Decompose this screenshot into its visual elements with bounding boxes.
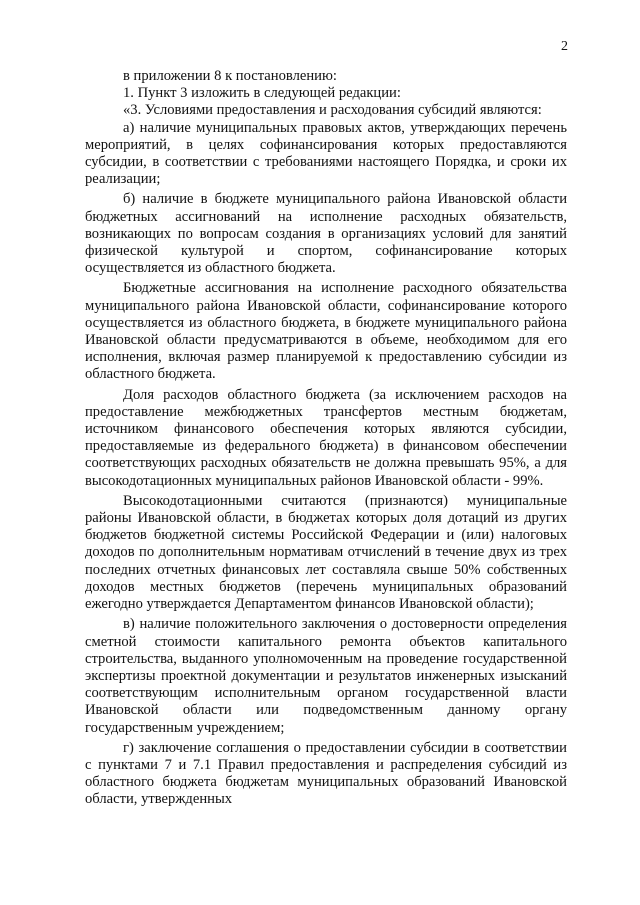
paragraph-condition-v: в) наличие положительного заключения о достоверности определения сметной стоимости капитального ремонта объектов капитального строительства, выданного уполномоченным на проведение государственной экспертизы проектной документации и результатов инженерных изысканий соответствующим исполнительным органом государственной власти Ивановской области или подведомственным данному органу государственным учреждением; [85, 616, 567, 736]
paragraph-intro: в приложении 8 к постановлению: [123, 68, 337, 84]
paragraph-budget-allocations: Бюджетные ассигнования на исполнение расходного обязательства муниципального района Ивановской области, софинансирование которого осуществляется из областного бюджета, в бюджете муниципального района Ивановской области предусматриваются в объеме, необходимом для его исполнения, включая размер планируемой к предоставлению субсидии из областного бюджета. [85, 280, 567, 383]
paragraph-condition-g: г) заключение соглашения о предоставлении субсидии в соответствии с пунктами 7 и 7.1 Правил предоставления и распределения субсидий из областного бюджета бюджетам муниципальных образований Ивановской области, утвержденных [85, 739, 567, 808]
page-number: 2 [561, 39, 568, 54]
document-body [85, 68, 567, 809]
paragraph-section-3-heading: «3. Условиями предоставления и расходования субсидий являются: [123, 102, 542, 119]
paragraph-item-1: 1. Пункт 3 изложить в следующей редакции: [123, 85, 401, 102]
paragraph-regional-share: Доля расходов областного бюджета (за исключением расходов на предоставление межбюджетных трансфертов местным бюджетам, источником финансового обеспечения которых являются субсидии, предоставляемые из федерального бюджета) в финансовом обеспечении соответствующих расходных обязательств не должна превышать 95%, а для высокодотационных муниципальных районов Ивановской области - 99%. [85, 386, 567, 489]
paragraph-high-subsidy-definition: Высокодотационными считаются (признаются) муниципальные районы Ивановской области, в бюджетах которых доля дотаций из других бюджетов бюджетной системы Российской Федерации и (или) налоговых доходов по дополнительным нормативам отчислений в течение двух из трех последних отчетных финансовых лет составляла свыше 50% собственных доходов местных бюджетов (перечень муниципальных образований ежегодно утверждается Департаментом финансов Ивановской области); [85, 492, 567, 613]
paragraph-condition-b: б) наличие в бюджете муниципального района Ивановской области бюджетных ассигнований на исполнение расходных обязательств, возникающих по вопросам создания в организациях условий для занятий физической культурой и спортом, софинансирование которых осуществляется из областного бюджета. [85, 191, 567, 277]
paragraph-condition-a: а) наличие муниципальных правовых актов, утверждающих перечень мероприятий, в целях софинансирования которых предоставляются субсидии, в соответствии с требованиями настоящего Порядка, и сроки их реализации; [85, 119, 567, 188]
